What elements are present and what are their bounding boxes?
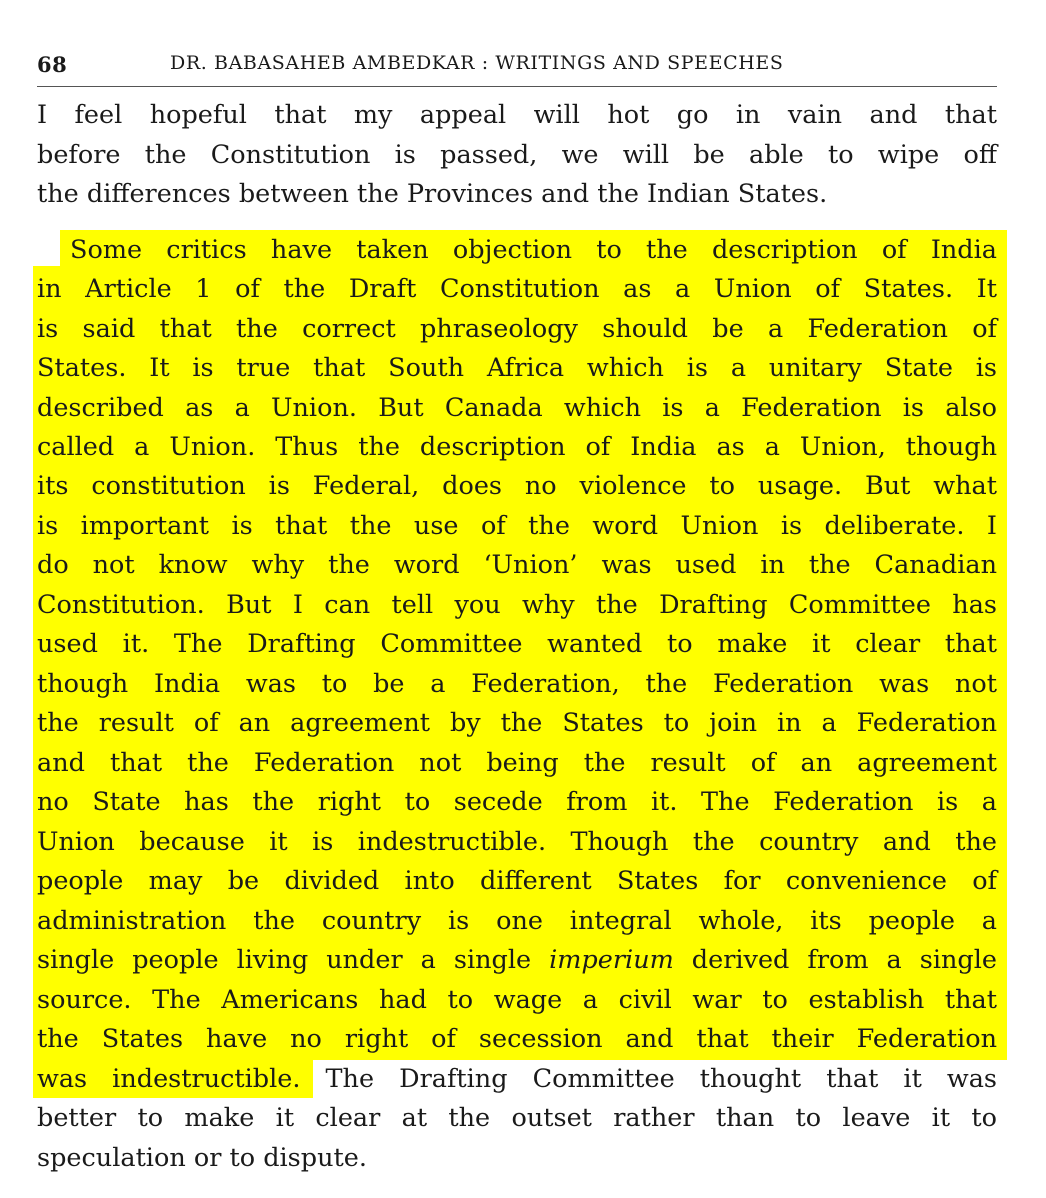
text-line-with-italic — [37, 943, 997, 977]
text-line: source. The Americans had to wage a civil war to establish that — [37, 985, 997, 1015]
text-line: people may be divided into different States for convenience of — [37, 866, 997, 896]
text-line: called a Union. Thus the description of India as a Union, though — [37, 432, 997, 462]
text-line: and that the Federation not being the result of an agreement — [37, 748, 997, 778]
text-line: in Article 1 of the Draft Constitution as a Union of States. It — [37, 274, 997, 304]
text-line-partial-highlight — [37, 1062, 997, 1096]
text-line: though India was to be a Federation, the Federation was not — [37, 669, 997, 699]
text-line: Union because it is indestructible. Though the country and the — [37, 827, 997, 857]
text-line: States. It is true that South Africa which is a unitary State is — [37, 353, 997, 383]
text-line: do not know why the word ‘Union’ was used in the Canadian — [37, 550, 997, 580]
text-line: Constitution. But I can tell you why the Drafting Committee has — [37, 590, 997, 620]
text-line: no State has the right to secede from it. The Federation is a — [37, 787, 997, 817]
page-header — [37, 50, 997, 87]
text-run: . The Drafting Committee thought that it was — [292, 1064, 997, 1094]
text-line: I feel hopeful that my appeal will hot go in vain and that — [37, 100, 997, 130]
text-line: better to make it clear at the outset rather than to leave it to — [37, 1103, 997, 1133]
text-line: used it. The Drafting Committee wanted to make it clear that — [37, 629, 997, 659]
text-line: before the Constitution is passed, we will be able to wipe off — [37, 140, 997, 170]
page-number: 68 — [37, 52, 68, 77]
text-line: speculation or to dispute. — [37, 1143, 367, 1173]
text-line: described as a Union. But Canada which is a Federation is also — [37, 393, 997, 423]
text-line: the result of an agreement by the States to join in a Federation — [37, 708, 997, 738]
italic-term: imperium — [549, 945, 674, 975]
highlight-block — [33, 266, 1007, 1060]
text-line: Some critics have taken objection to the description of India — [70, 235, 997, 265]
text-line: is important is that the use of the word Union is deliberate. I — [37, 511, 997, 541]
text-line: administration the country is one integral whole, its people a — [37, 906, 997, 936]
text-line: is said that the correct phraseology should be a Federation of — [37, 314, 997, 344]
text-line: its constitution is Federal, does no violence to usage. But what — [37, 471, 997, 501]
text-run: derived from a single — [673, 945, 997, 975]
running-title: DR. BABASAHEB AMBEDKAR : WRITINGS AND SPEECHES — [170, 52, 784, 74]
text-line: the differences between the Provinces and the Indian States. — [37, 179, 828, 209]
highlighted-run: was indestructible — [37, 1064, 293, 1094]
text-line: the States have no right of secession and that their Federation — [37, 1024, 997, 1054]
text-run: single people living under a single — [37, 945, 550, 975]
